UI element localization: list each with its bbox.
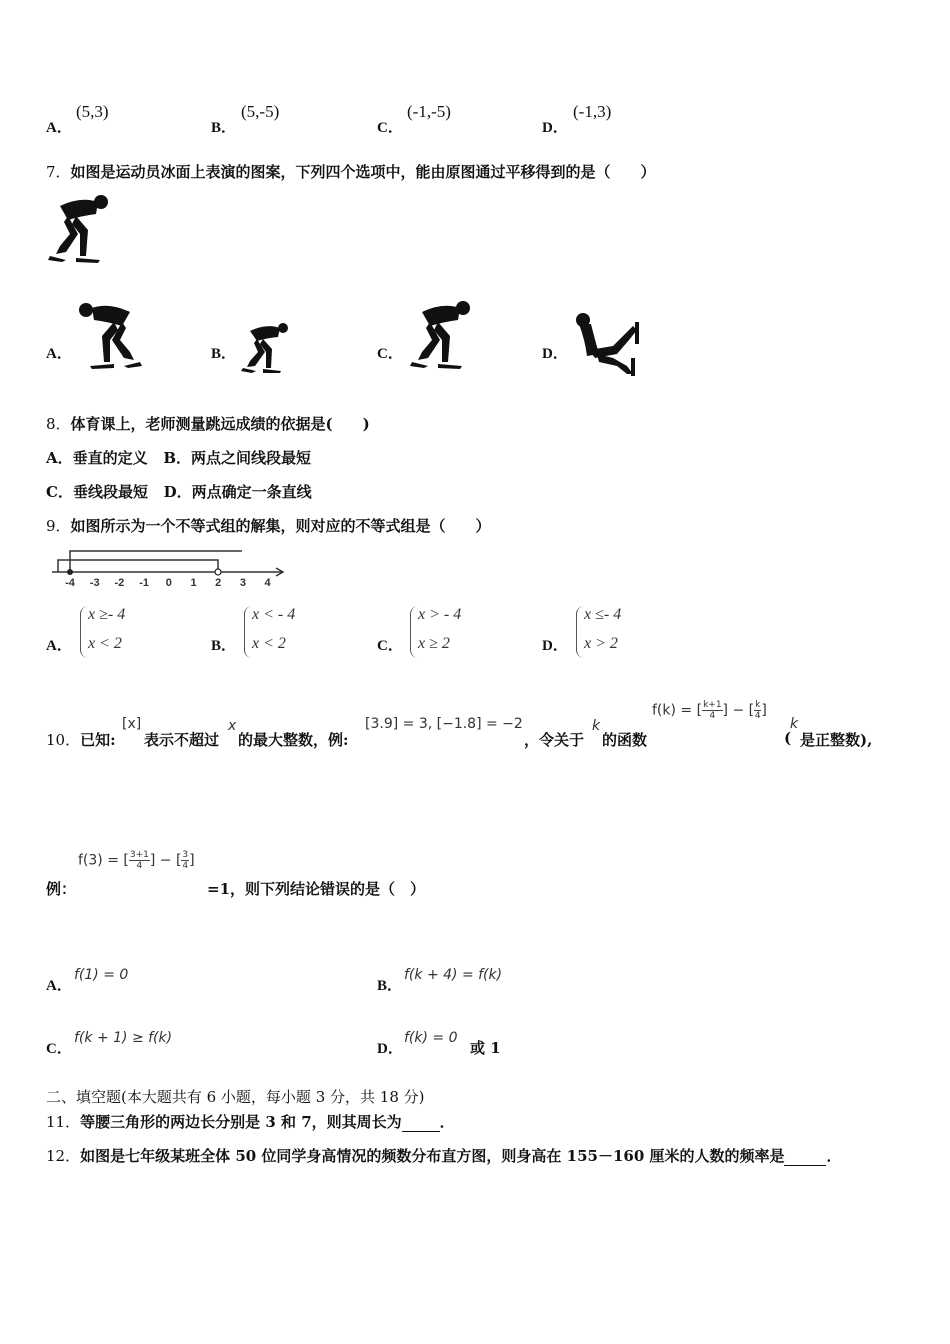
option-value-d: (-1,3) — [573, 102, 612, 121]
question-10-number: 10．已知: — [46, 731, 116, 749]
option-formula-c: f(k + 1) ≥ f(k) — [74, 1030, 173, 1046]
question-9 — [46, 515, 491, 536]
floor-example-formula: [3.9] = 3, [−1.8] = −2 — [365, 716, 523, 732]
q10-text-5: 的函数 — [602, 731, 648, 749]
option-label-a: A． — [46, 346, 72, 362]
option-label-c: C． — [377, 346, 403, 362]
question-7 — [46, 161, 656, 182]
option-label-c: C． — [46, 483, 73, 501]
question-number: 7． — [46, 163, 71, 181]
option-label-a: A． — [46, 978, 72, 994]
question-number: 12． — [46, 1147, 81, 1165]
question-text: 等腰三角形的两边长分别是 3 和 7，则其周长为 — [80, 1113, 402, 1131]
q10-text-2: 表示不超过 — [144, 731, 220, 749]
solution-bracket-left — [70, 551, 242, 572]
option-formula-b: f(k + 4) = f(k) — [404, 967, 503, 983]
skater-option-b-image — [240, 322, 292, 374]
option-label-c: C． — [46, 1041, 72, 1057]
option-label-b: B． — [211, 346, 237, 362]
tick-label: 4 — [264, 577, 271, 589]
q8-options-row-2 — [46, 481, 312, 502]
inequality-row-2: x > 2 — [584, 635, 618, 652]
tick-label: -2 — [114, 577, 125, 589]
question-12 — [46, 1145, 842, 1166]
option-label-b: B． — [377, 978, 403, 994]
number-line-figure — [46, 544, 291, 590]
tick-label: 0 — [165, 577, 172, 589]
option-value-b: (5,-5) — [241, 102, 280, 121]
tick-label: -3 — [89, 577, 100, 589]
option-label-d: D． — [542, 120, 568, 136]
tick-label: -1 — [139, 577, 149, 589]
solution-bracket-right — [58, 560, 218, 572]
skater-original-image — [46, 194, 114, 268]
question-8 — [46, 413, 370, 434]
option-formula-d: f(k) = 0 — [404, 1030, 458, 1046]
section-title: 二、填空题(本大题共有 6 小题，每小题 3 分，共 18 分) — [46, 1088, 425, 1106]
option-text-a: 垂直的定义 — [72, 449, 148, 467]
option-text-b: 两点之间线段最短 — [191, 449, 312, 467]
inequality-row-1: x < - 4 — [252, 606, 296, 623]
q10-text-7: 是正整数), — [800, 731, 873, 749]
option-label-d: D． — [542, 346, 568, 362]
option-label-d: D． — [163, 483, 192, 501]
inequality-row-2: x ≥ 2 — [418, 635, 450, 652]
option-label-b: B． — [163, 449, 192, 467]
option-label-c: C． — [377, 638, 403, 654]
question-text: 如图所示为一个不等式组的解集，则对应的不等式组是（ ） — [70, 517, 491, 535]
option-label-b: B． — [211, 120, 237, 136]
example-formula: f(3) = [ $\frac{3+1}{4}$ ] − [ $\frac{3}{4}$ ] — [78, 850, 195, 871]
q10-question-tail: =1，则下列结论错误的是（ ） — [207, 880, 426, 898]
skater-option-d-image — [573, 310, 645, 376]
q10-text-3: 的最大整数，例: — [238, 731, 349, 749]
question-number: 8． — [46, 415, 71, 433]
option-label-a: A． — [46, 449, 73, 467]
option-label-b: B． — [211, 638, 237, 654]
tick-label: 2 — [215, 577, 222, 589]
option-label-d: D． — [377, 1041, 403, 1057]
question-end: ． — [826, 1147, 842, 1165]
skater-option-a-image — [76, 300, 144, 374]
answer-blank[interactable] — [402, 1113, 440, 1132]
variable-x: x — [228, 718, 237, 734]
option-value-a: (5,3) — [76, 102, 109, 121]
question-text: 如图是七年级某班全体 50 位同学身高情况的频数分布直方图，则身高在 155－160 厘米的人数的频率是 — [80, 1147, 785, 1165]
inequality-row-1: x ≤- 4 — [584, 606, 622, 623]
inequality-row-2: x < 2 — [88, 635, 122, 652]
answer-blank[interactable] — [784, 1147, 826, 1166]
inequality-row-1: x > - 4 — [418, 606, 462, 623]
question-text: 如图是运动员冰面上表演的图案，下列四个选项中，能由原图通过平移得到的是（ ） — [70, 163, 656, 181]
question-number: 11． — [46, 1113, 81, 1131]
skater-option-c-image — [408, 300, 476, 374]
q8-options-row-1 — [46, 447, 311, 468]
option-label-d: D． — [542, 638, 568, 654]
hollow-point-2 — [215, 569, 221, 575]
tick-label: 1 — [190, 577, 197, 589]
option-formula-a: f(1) = 0 — [74, 967, 129, 983]
question-number: 9． — [46, 517, 71, 535]
tick-label: -4 — [65, 577, 75, 589]
function-definition-formula: f(k) = [ $\frac{k+1}{4}$ ] − [ $\frac{k}{4}$ ] — [652, 700, 767, 721]
question-end: ． — [439, 1113, 455, 1131]
option-label-a: A． — [46, 120, 72, 136]
q10-text-4: ，令关于 — [524, 731, 585, 749]
option-value-c: (-1,-5) — [407, 102, 451, 121]
question-11 — [46, 1111, 455, 1132]
option-tail-d: 或 1 — [470, 1039, 501, 1057]
option-label-c: C． — [377, 120, 403, 136]
inequality-row-2: x < 2 — [252, 635, 286, 652]
option-text-d: 两点确定一条直线 — [191, 483, 312, 501]
tick-label: 3 — [239, 577, 246, 589]
option-label-a: A． — [46, 638, 72, 654]
question-text: 体育课上，老师测量跳远成绩的依据是( ) — [70, 415, 370, 433]
example-label: 例： — [46, 880, 77, 898]
floor-x-formula: [x] — [122, 716, 142, 732]
solid-point-minus-4 — [67, 569, 73, 575]
variable-k: k — [592, 718, 601, 734]
option-text-c: 垂线段最短 — [72, 483, 148, 501]
q10-text-6: ( — [784, 729, 792, 747]
inequality-row-1: x ≥- 4 — [88, 606, 126, 623]
variable-k: k — [790, 716, 799, 732]
